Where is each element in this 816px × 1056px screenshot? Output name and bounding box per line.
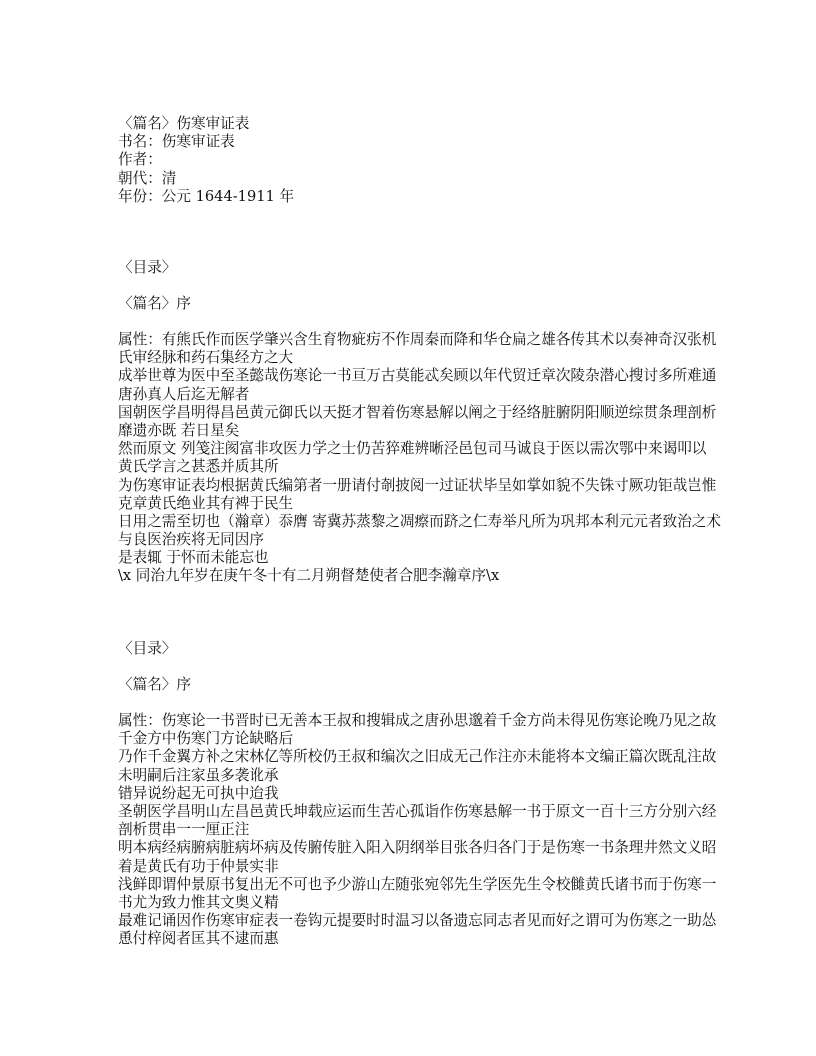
text-line: 错异说纷起无可执中迨我 <box>118 784 279 802</box>
text-line: \x 同治九年岁在庚午冬十有二月朔督楚使者合肥李瀚章序\x <box>118 567 500 585</box>
text-line: 最难记诵因作伤寒审症表一卷钩元提要时时温习以备遗忘同志者见而好之谓可为伤寒之一助怂 <box>118 912 717 930</box>
text-line: 剖析贯串一一厘正注 <box>118 821 250 839</box>
text-line: 与良医治疾将无同因序 <box>118 531 264 549</box>
chapter-name: 〈篇名〉伤寒审证表 <box>118 115 250 132</box>
text-line: 成举世尊为医中至圣懿哉伤寒论一书亘万古莫能忒矣顾以年代贸迁章次陵杂潜心搜讨多所难通 <box>118 367 717 385</box>
text-line: 国朝医学昌明得昌邑黄元御氏以天挺才智着伤寒悬解以阐之于经络脏腑阴阳顺逆综贯条理剖析 <box>118 403 717 421</box>
text-line: 靡遗亦既 若日星矣 <box>118 421 240 439</box>
section-title-text: 〈篇名〉序 <box>118 676 191 693</box>
text-line: 千金方中伤寒门方论缺略后 <box>118 730 294 748</box>
text-line: 浅鲜即谓仲景原书复出无不可也予少游山左随张宛邻先生学医先生令校雠黄氏诸书而于伤寒一 <box>118 875 717 893</box>
section-body <box>118 331 721 586</box>
text-line: 黄氏学言之甚悉并质其所 <box>118 458 279 476</box>
text-line: 日用之需至切也（瀚章）忝膺 寄冀苏蒸黎之凋瘵而跻之仁寿举凡所为巩邦本利元元者致治之术 <box>118 512 721 530</box>
text-line: 书尤为致力惟其文奥义精 <box>118 893 279 911</box>
toc-text: 〈目录〉 <box>118 259 177 276</box>
author: 作者： <box>118 151 162 169</box>
toc-label <box>118 259 718 277</box>
text-line: 未明嗣后注家虽多袭讹承 <box>118 766 279 784</box>
year: 年份：公元 1644-1911 年 <box>118 187 295 205</box>
text-line: 氏审经脉和药石集经方之大 <box>118 349 294 367</box>
text-line: 属性：有熊氏作而医学肇兴含生育物疵疠不作周秦而降和华仓扁之雄各传其术以奏神奇汉张机 <box>118 331 717 348</box>
section-title <box>118 295 718 313</box>
text-line: 恿付梓阅者匡其不逮而惠 <box>118 930 279 948</box>
text-line: 乃作千金翼方补之宋林亿等所校仍王叔和编次之旧成无己作注亦未能将本文编正篇次既乱注故 <box>118 748 717 766</box>
toc-label <box>118 640 718 658</box>
text-line: 属性：伤寒论一书晋时已无善本王叔和搜辑成之唐孙思邈着千金方尚未得见伤寒论晚乃见之故 <box>118 712 717 729</box>
text-line: 圣朝医学昌明山左昌邑黄氏坤载应运而生苦心孤诣作伤寒悬解一书于原文一百十三方分别六经 <box>118 802 717 820</box>
dynasty: 朝代：清 <box>118 169 177 187</box>
section-body <box>118 712 718 948</box>
section-title-text: 〈篇名〉序 <box>118 295 191 312</box>
text-line: 然而原文 列笺注阂富非攻医力学之士仍苦猝难辨晰泾邑包司马诚良于医以需次鄂中来谒叩以 <box>118 440 707 458</box>
text-line: 克章黄氏绝业其有裨于民生 <box>118 494 294 512</box>
text-line: 为伤寒审证表均根据黄氏编第者一册请付剞披阅一过证状毕呈如掌如貌不失铢寸厥功钜哉岂惟 <box>118 476 717 494</box>
text-line: 着是黄氏有功于仲景实非 <box>118 857 279 875</box>
text-line: 是表辄 于怀而未能忘也 <box>118 549 269 567</box>
document-metadata <box>118 115 718 206</box>
section-title <box>118 676 718 694</box>
book-name: 书名：伤寒审证表 <box>118 133 235 151</box>
text-line: 明本病经病腑病脏病坏病及传腑传脏入阳入阴纲举目张各归各门于是伤寒一书条理井然文义昭 <box>118 839 717 857</box>
text-line: 唐孙真人后迄无解者 <box>118 385 250 403</box>
toc-text: 〈目录〉 <box>118 640 177 657</box>
